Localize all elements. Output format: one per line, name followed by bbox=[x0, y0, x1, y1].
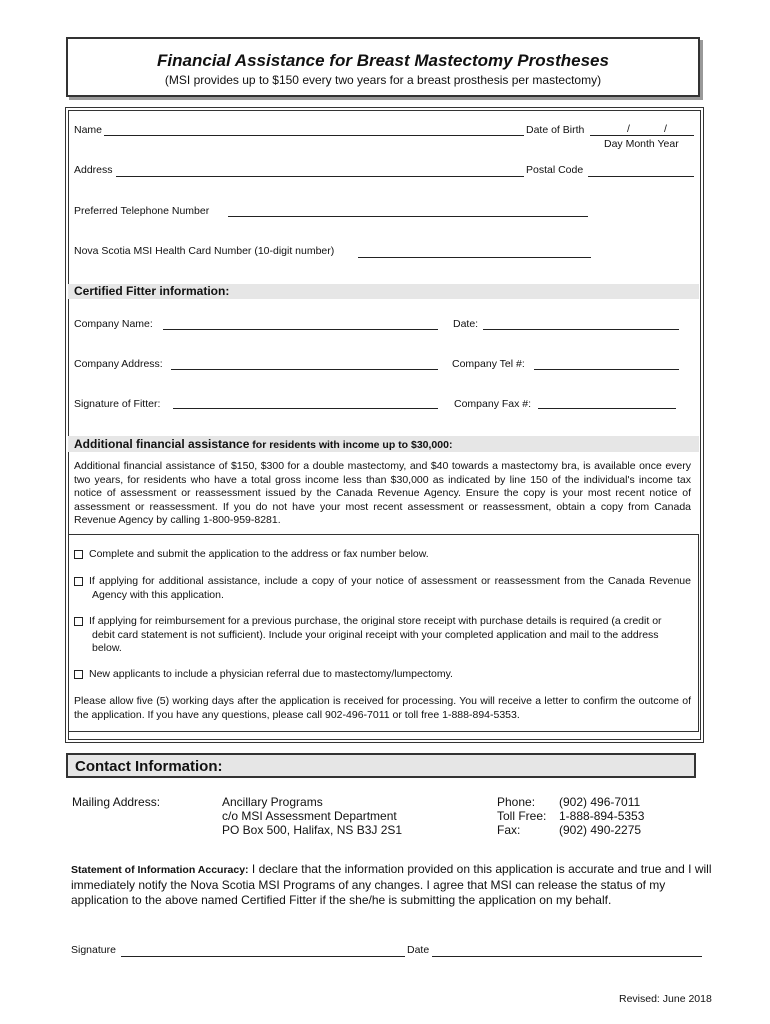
fitter-date-field[interactable] bbox=[483, 329, 679, 330]
dob-hint: Day Month Year bbox=[604, 138, 679, 150]
checkbox-icon[interactable] bbox=[74, 550, 83, 559]
document-subtitle: (MSI provides up to $150 every two years for a breast prosthesis per mastectomy) bbox=[164, 73, 602, 87]
address-line: Ancillary Programs bbox=[222, 795, 323, 809]
revised-date: Revised: June 2018 bbox=[619, 993, 712, 1005]
dob-field[interactable] bbox=[590, 135, 694, 136]
name-label: Name bbox=[74, 124, 103, 136]
additional-heading-main: Additional financial assistance bbox=[74, 437, 250, 451]
address-label: Address bbox=[74, 164, 113, 176]
statement-text: I declare that the information provided on this application is accurate and true and I will immediately notify the Nova Scotia MSI Programs of any changes. I agree that MSI can release the status of my application to the above named Certified Fitter if the she/he is submitting the application on my behalf. bbox=[71, 862, 712, 907]
mailing-address-label: Mailing Address: bbox=[72, 795, 161, 809]
contact-numbers bbox=[497, 795, 644, 837]
health-card-field[interactable] bbox=[358, 257, 591, 258]
company-tel-label: Company Tel #: bbox=[452, 358, 525, 370]
checkbox-icon[interactable] bbox=[74, 617, 83, 626]
checklist-item: If applying for additional assistance, include a copy of your notice of assessment or reassessment from the Canada Revenue Agency with this application. bbox=[74, 575, 691, 602]
fitter-heading: Certified Fitter information: bbox=[68, 284, 699, 299]
phone-field[interactable] bbox=[228, 216, 588, 217]
fitter-signature-label: Signature of Fitter: bbox=[74, 398, 161, 410]
checklist-item: New applicants to include a physician referral due to mastectomy/lumpectomy. bbox=[74, 668, 691, 682]
dob-label: Date of Birth bbox=[526, 124, 585, 136]
checkbox-icon[interactable] bbox=[74, 670, 83, 679]
toll-free-label: Toll Free: bbox=[497, 809, 547, 823]
health-card-label: Nova Scotia MSI Health Card Number (10-digit number) bbox=[74, 245, 335, 257]
name-field[interactable] bbox=[104, 135, 524, 136]
signature-field[interactable] bbox=[121, 956, 405, 957]
document-header bbox=[66, 37, 700, 97]
fax-label: Fax: bbox=[497, 823, 521, 837]
company-name-label: Company Name: bbox=[74, 318, 153, 330]
document-title: Financial Assistance for Breast Mastectomy Prostheses bbox=[157, 51, 609, 70]
company-address-field[interactable] bbox=[171, 369, 438, 370]
statement-label: Statement of Information Accuracy: bbox=[71, 864, 249, 876]
checkbox-icon[interactable] bbox=[74, 577, 83, 586]
fitter-date-label: Date: bbox=[453, 318, 479, 330]
signature-date-field[interactable] bbox=[432, 956, 702, 957]
phone-label: Phone: bbox=[497, 795, 536, 809]
mailing-address bbox=[222, 795, 402, 837]
company-fax-field[interactable] bbox=[538, 408, 676, 409]
address-field[interactable] bbox=[116, 176, 524, 177]
accuracy-statement bbox=[71, 862, 721, 908]
phone-number: (902) 496-7011 bbox=[559, 795, 641, 809]
additional-heading-rest: for residents with income up to $30,000: bbox=[249, 439, 453, 451]
additional-heading bbox=[68, 436, 699, 452]
toll-free-number: 1-888-894-5353 bbox=[559, 809, 645, 823]
signature-label: Signature bbox=[71, 944, 116, 956]
signature-date-label: Date bbox=[407, 944, 430, 956]
fax-number: (902) 490-2275 bbox=[559, 823, 642, 837]
address-line: c/o MSI Assessment Department bbox=[222, 809, 397, 823]
checklist-item: Complete and submit the application to the address or fax number below. bbox=[74, 548, 691, 562]
postal-code-field[interactable] bbox=[588, 176, 694, 177]
processing-note: Please allow five (5) working days after the application is received for processing. You will receive a letter to confirm the outcome of the application. If you have any questions, please call 902-496-7011 or toll free 1-888-894-5353. bbox=[74, 695, 691, 721]
company-name-field[interactable] bbox=[163, 329, 438, 330]
phone-label: Preferred Telephone Number bbox=[74, 205, 210, 217]
fitter-signature-field[interactable] bbox=[173, 408, 438, 409]
postal-code-label: Postal Code bbox=[526, 164, 584, 176]
contact-heading: Contact Information: bbox=[66, 753, 696, 778]
company-address-label: Company Address: bbox=[74, 358, 163, 370]
additional-body: Additional financial assistance of $150, $300 for a double mastectomy, and $40 towards a mastectomy bra, is available once every two years, for residents who have a total gross income less than $30,000 as indicated by line 150 of the individual's income tax notice of assessment or reassessment issued by the Canada Revenue Agency. Ensure the copy is your most recent notice of assessment or reassessment. If you do not have your most recent assessment or reassessment, obtain a copy from Canada Revenue Agency by calling 1-800-959-8281. bbox=[74, 460, 691, 526]
company-tel-field[interactable] bbox=[534, 369, 679, 370]
company-fax-label: Company Fax #: bbox=[454, 398, 532, 410]
address-line: PO Box 500, Halifax, NS B3J 2S1 bbox=[222, 823, 403, 837]
checklist-item: If applying for reimbursement for a previous purchase, the original store receipt with purchase details is required (a credit or debit card statement is not sufficient). Include your original receipt with your completed application and mail to the address below. bbox=[74, 615, 664, 656]
